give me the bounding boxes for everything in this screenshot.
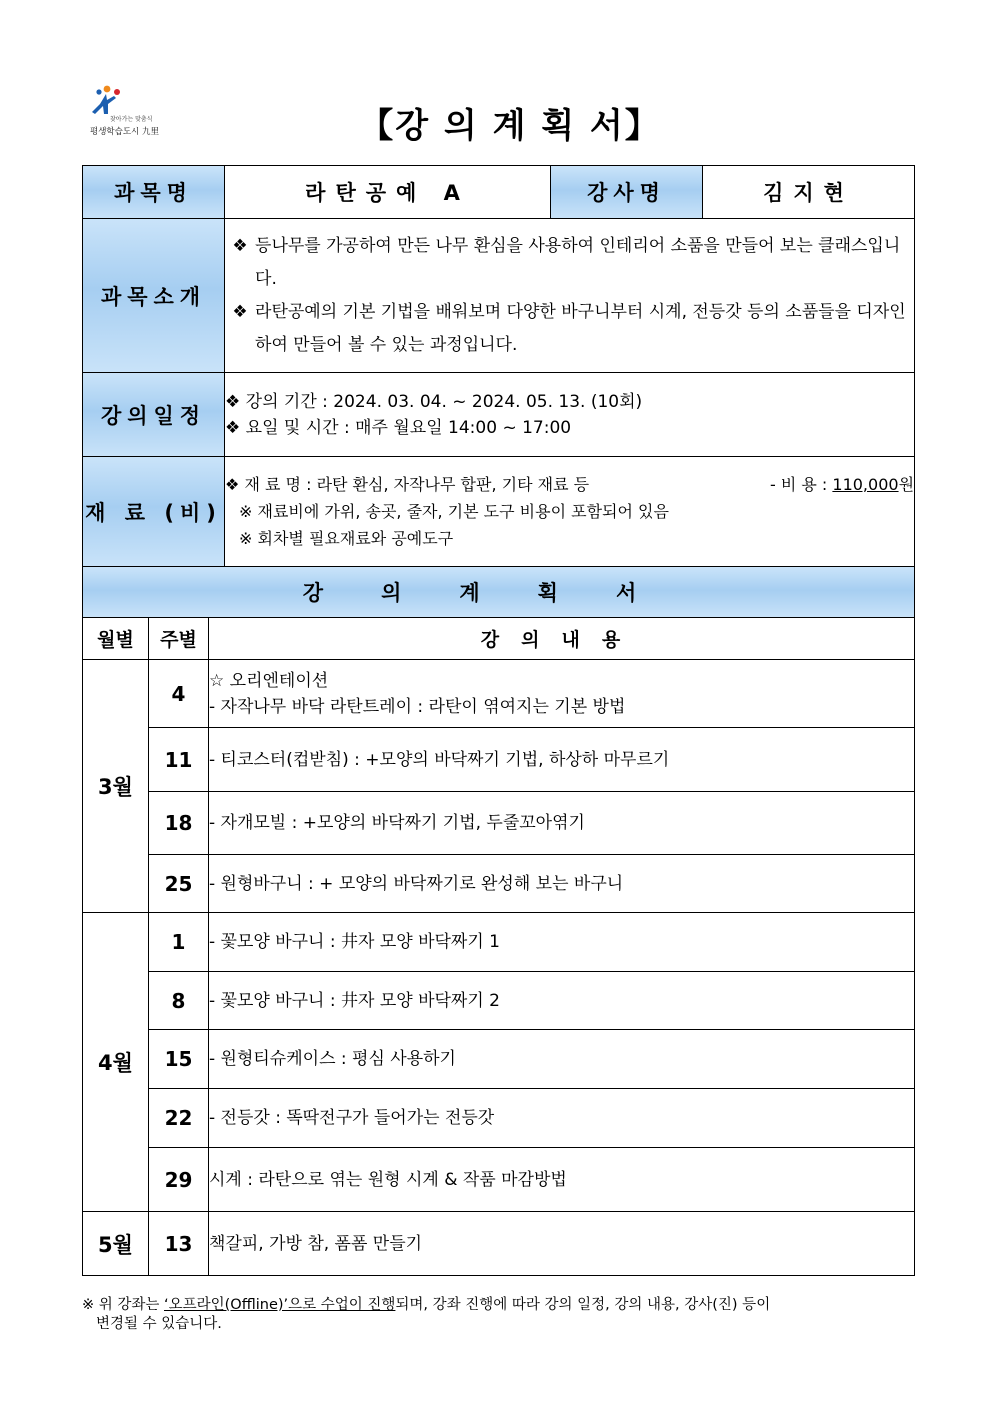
footer-rest: 되며, 강좌 진행에 따라 강의 일정, 강의 내용, 강사(진) 등이: [395, 1297, 771, 1313]
week-cell: 18: [149, 792, 209, 855]
col-month-header: 월별: [83, 618, 149, 660]
table-row: [83, 1148, 915, 1212]
table-row: [83, 1089, 915, 1148]
week-cell: 11: [149, 728, 209, 792]
content-cell: [209, 1030, 915, 1089]
week-cell: 1: [149, 913, 209, 972]
intro-text: 등나무를 가공하여 만든 나무 환심을 사용하여 인테리어 소품을 만들어 보는 클래스입니다.: [255, 235, 901, 289]
materials-content: [225, 457, 915, 567]
page-title: 【강 의 계 획 서】: [359, 106, 661, 146]
logo: [84, 84, 194, 142]
content-line: - 전등갓 : 똑딱전구가 들어가는 전등갓: [209, 1108, 495, 1128]
course-name: 라탄공예 A: [225, 166, 551, 219]
col-week-header: 주별: [149, 618, 209, 660]
table-row: [83, 728, 915, 792]
week-cell: 4: [149, 660, 209, 728]
intro-item: [225, 296, 914, 362]
materials-note: ※ 회차별 필요재료와 공예도구: [239, 529, 454, 548]
logo-city: 평생학습도시 九里: [90, 127, 159, 137]
instructor-label: 강사명: [551, 166, 703, 219]
intro-label: 과목소개: [83, 219, 225, 373]
footer-mark: ※ 위 강좌는: [82, 1297, 165, 1313]
schedule-period: ❖ 강의 기간 : 2024. 03. 04. ~ 2024. 05. 13. (10회): [225, 391, 643, 412]
content-line: - 자개모빌 : +모양의 바닥짜기 기법, 두줄꼬아엮기: [209, 813, 585, 833]
content-cell: [209, 972, 915, 1030]
table-row: [83, 792, 915, 855]
table-row: [83, 1212, 915, 1276]
intro-content: [225, 219, 915, 373]
section-title-row: [83, 567, 915, 618]
materials-name: ❖ 재 료 명 : 라탄 환심, 자작나무 합판, 기타 재료 등: [225, 475, 590, 494]
intro-item: [225, 230, 914, 296]
materials-line: [225, 471, 914, 498]
content-cell: [209, 1212, 915, 1276]
footer-line: [82, 1296, 914, 1315]
footer-underlined: ‘오프라인(Offline)’으로 수업이 진행: [164, 1297, 396, 1313]
content-line: - 원형티슈케이스 : 평심 사용하기: [209, 1049, 456, 1069]
week-cell: 25: [149, 855, 209, 913]
course-name-label: 과목명: [83, 166, 225, 219]
content-line: ☆ 오리엔테이션: [209, 670, 329, 691]
table-row: [83, 660, 915, 728]
content-cell: [209, 855, 915, 913]
column-header-row: [83, 618, 915, 660]
logo-tagline: 찾아가는 맞춤식: [110, 116, 153, 123]
intro-row: [83, 219, 915, 373]
content-cell: [209, 792, 915, 855]
table-row: [83, 913, 915, 972]
content-line: - 자작나무 바닥 라탄트레이 : 라탄이 엮여지는 기본 방법: [209, 696, 626, 717]
month-cell: 4월: [83, 913, 149, 1212]
footer-note: [82, 1296, 914, 1334]
materials-note: ※ 재료비에 가위, 송곳, 줄자, 기본 도구 비용이 포함되어 있음: [239, 502, 669, 521]
content-cell: [209, 660, 915, 728]
schedule-label: 강의일정: [83, 373, 225, 457]
cost-value: 110,000: [832, 475, 899, 494]
diamond-bullet-icon: ❖: [232, 301, 248, 322]
content-cell: [209, 1148, 915, 1212]
schedule-time: ❖ 요일 및 시간 : 매주 월요일 14:00 ~ 17:00: [225, 417, 572, 438]
table-row: [83, 855, 915, 913]
footer-line-2: 변경될 수 있습니다.: [96, 1316, 222, 1332]
content-line: - 원형바구니 : + 모양의 바닥짜기로 완성해 보는 바구니: [209, 873, 624, 894]
week-cell: 22: [149, 1089, 209, 1148]
content-line: - 꽃모양 바구니 : 井자 모양 바닥짜기 2: [209, 990, 500, 1011]
cost-prefix: - 비 용 :: [769, 475, 833, 494]
content-cell: [209, 728, 915, 792]
month-cell: 5월: [83, 1212, 149, 1276]
table-row: [83, 1030, 915, 1089]
diamond-bullet-icon: ❖: [232, 235, 248, 256]
course-row: [83, 166, 915, 219]
content-cell: [209, 913, 915, 972]
instructor-name: 김지현: [703, 166, 915, 219]
content-cell: [209, 1089, 915, 1148]
materials-cost: [770, 471, 914, 498]
table-row: [83, 972, 915, 1030]
section-title: 강의계획서: [83, 567, 915, 618]
content-line: 책갈피, 가방 참, 폼폼 만들기: [209, 1233, 423, 1254]
content-line: 시계 : 라탄으로 엮는 원형 시계 & 작품 마감방법: [209, 1169, 567, 1190]
schedule-content: [225, 373, 915, 457]
week-cell: 8: [149, 972, 209, 1030]
schedule-row: [83, 373, 915, 457]
intro-text: 라탄공예의 기본 기법을 배워보며 다양한 바구니부터 시계, 전등갓 등의 소품들을 디자인하여 만들어 볼 수 있는 과정입니다.: [255, 301, 906, 355]
content-line: - 꽃모양 바구니 : 井자 모양 바닥짜기 1: [209, 932, 500, 952]
month-cell: 3월: [83, 660, 149, 913]
cost-suffix: 원: [898, 475, 915, 494]
materials-row: [83, 457, 915, 567]
plan-table: [82, 165, 915, 1276]
content-line: - 티코스터(컵받침) : +모양의 바닥짜기 기법, 하상하 마무르기: [209, 749, 670, 770]
materials-label: 재 료 (비): [83, 457, 225, 567]
week-cell: 29: [149, 1148, 209, 1212]
week-cell: 13: [149, 1212, 209, 1276]
col-content-header: 강의내용: [209, 618, 915, 660]
week-cell: 15: [149, 1030, 209, 1089]
